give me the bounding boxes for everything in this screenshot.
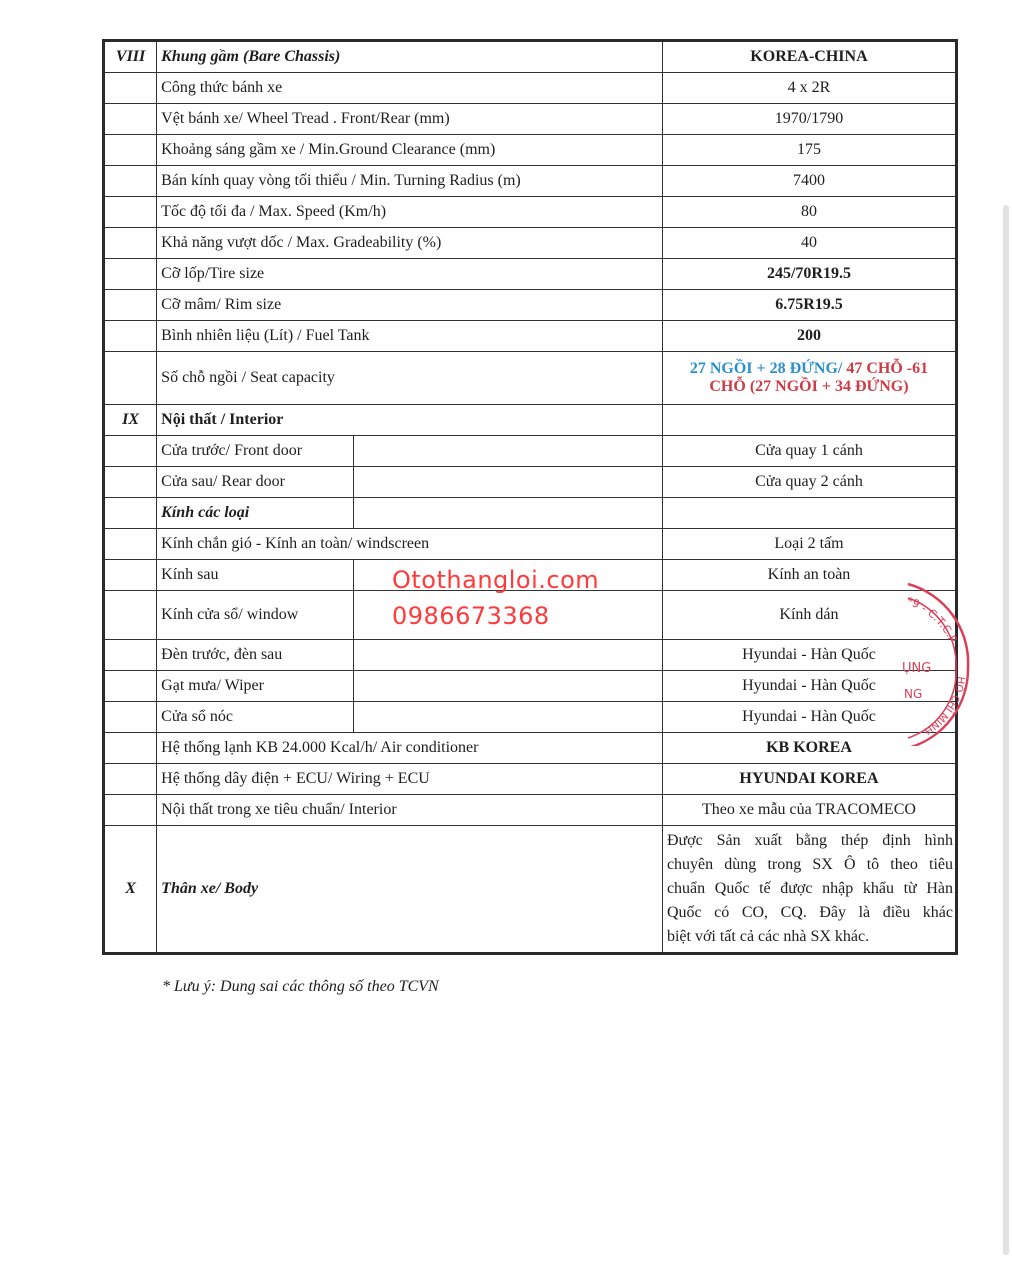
body-line: Quốc có CO, CQ. Đây là điều khác [666, 904, 953, 921]
spec-label: Gạt mưa/ Wiper [157, 671, 354, 702]
spec-label: Kính sau [157, 560, 354, 591]
table-row [104, 671, 957, 702]
spec-label: Bình nhiên liệu (Lít) / Fuel Tank [157, 321, 663, 352]
spec-value: 6.75R19.5 [662, 290, 956, 321]
table-row [104, 290, 957, 321]
spec-value: 1970/1790 [662, 104, 956, 135]
spec-value: Cửa quay 1 cánh [662, 436, 956, 467]
spec-label: Công thức bánh xe [157, 73, 663, 104]
stamp-bottom-text: HỒ CHÍ MINH [921, 675, 967, 737]
table-row [104, 529, 957, 560]
table-row [104, 702, 957, 733]
spec-label: Cỡ lốp/Tire size [157, 259, 663, 290]
body-line: Được Sản xuất bằng thép định hình [666, 832, 953, 849]
spec-label: Kính các loại [157, 498, 354, 529]
section-number: IX [104, 405, 157, 436]
table-row [104, 764, 957, 795]
spec-label: Kính cửa sổ/ window [157, 591, 354, 640]
spec-label: Đèn trước, đèn sau [157, 640, 354, 671]
spec-value: KB KOREA [662, 733, 956, 764]
table-row [104, 733, 957, 764]
spec-value: Loại 2 tấm [662, 529, 956, 560]
spec-label: Số chỗ ngồi / Seat capacity [157, 352, 663, 405]
body-line: chuyên dùng trong SX Ô tô theo tiêu [666, 856, 953, 873]
table-row [104, 436, 957, 467]
table-row [104, 166, 957, 197]
spec-value: 4 x 2R [662, 73, 956, 104]
spec-value [662, 498, 956, 529]
section-number: VIII [104, 41, 157, 73]
section-title: Nội thất / Interior [157, 405, 663, 436]
section-number: X [104, 826, 157, 954]
spec-value: Kính dán [662, 591, 956, 640]
spec-label: Cửa sau/ Rear door [157, 467, 354, 498]
table-row [104, 73, 957, 104]
table-row [104, 640, 957, 671]
table-row [104, 467, 957, 498]
seat-value-blue: 27 NGỒI + 28 ĐỨNG/ [689, 359, 843, 377]
spec-value: Kính an toàn [662, 560, 956, 591]
spec-label: Cửa trước/ Front door [157, 436, 354, 467]
watermark-phone: 0986673368 [392, 602, 550, 630]
spec-value: Cửa quay 2 cánh [662, 467, 956, 498]
spec-value: Hyundai - Hàn Quốc [662, 671, 956, 702]
spec-table [102, 39, 958, 955]
spec-label: Hệ thống lạnh KB 24.000 Kcal/h/ Air conditioner [157, 733, 663, 764]
spec-value: Hyundai - Hàn Quốc [662, 640, 956, 671]
section-value: KOREA-CHINA [662, 41, 956, 73]
spec-label: Hệ thống dây điện + ECU/ Wiring + ECU [157, 764, 663, 795]
spec-value: 175 [662, 135, 956, 166]
spec-value: Theo xe mẫu của TRACOMECO [662, 795, 956, 826]
spec-value: Hyundai - Hàn Quốc [662, 702, 956, 733]
spec-label: Tốc độ tối đa / Max. Speed (Km/h) [157, 197, 663, 228]
watermark-site: Otothangloi.com [392, 566, 600, 594]
stamp-mid-text: ỤNG [902, 661, 932, 676]
spec-value: 40 [662, 228, 956, 259]
table-row [104, 795, 957, 826]
table-row [104, 498, 957, 529]
spec-value: 7400 [662, 166, 956, 197]
spec-label: Kính chắn gió - Kính an toàn/ windscreen [157, 529, 663, 560]
seat-value-red: 47 CHỖ -61 [842, 359, 929, 377]
seat-capacity-value [662, 352, 956, 405]
table-row [104, 228, 957, 259]
section-ix-row [104, 405, 957, 436]
table-row [104, 197, 957, 228]
stamp-mid-text-2: NG [904, 687, 923, 701]
spec-label: Khả năng vượt dốc / Max. Gradeability (%) [157, 228, 663, 259]
section-title: Thân xe/ Body [157, 826, 663, 954]
spec-value: 200 [662, 321, 956, 352]
seat-capacity-row [104, 352, 957, 405]
spec-label: Cỡ mâm/ Rim size [157, 290, 663, 321]
spec-label: Nội thất trong xe tiêu chuẩn/ Interior [157, 795, 663, 826]
spec-label: Vệt bánh xe/ Wheel Tread . Front/Rear (mm) [157, 104, 663, 135]
footnote: * Lưu ý: Dung sai các thông số theo TCVN [162, 978, 439, 995]
body-line: chuẩn Quốc tế được nhập khẩu từ Hàn [666, 880, 953, 897]
table-row [104, 259, 957, 290]
scrollbar[interactable] [1003, 205, 1009, 1255]
spec-value: HYUNDAI KOREA [662, 764, 956, 795]
section-title: Khung gầm (Bare Chassis) [157, 41, 663, 73]
spec-label: Bán kính quay vòng tối thiểu / Min. Turning Radius (m) [157, 166, 663, 197]
stamp-top-text: *9 - C.T.C.P [905, 594, 960, 645]
body-line: biệt với tất cả các nhà SX khác. [666, 928, 870, 945]
body-description [662, 826, 956, 954]
seat-value-red-line2: CHỖ (27 NGỒI + 34 ĐỨNG) [709, 378, 909, 395]
table-row [104, 321, 957, 352]
spec-value: 80 [662, 197, 956, 228]
spec-label: Khoảng sáng gầm xe / Min.Ground Clearance (mm) [157, 135, 663, 166]
table-row [104, 104, 957, 135]
section-viii-row [104, 41, 957, 73]
section-x-row [104, 826, 957, 954]
table-row [104, 135, 957, 166]
spec-value: 245/70R19.5 [662, 259, 956, 290]
spec-label: Cửa sổ nóc [157, 702, 354, 733]
